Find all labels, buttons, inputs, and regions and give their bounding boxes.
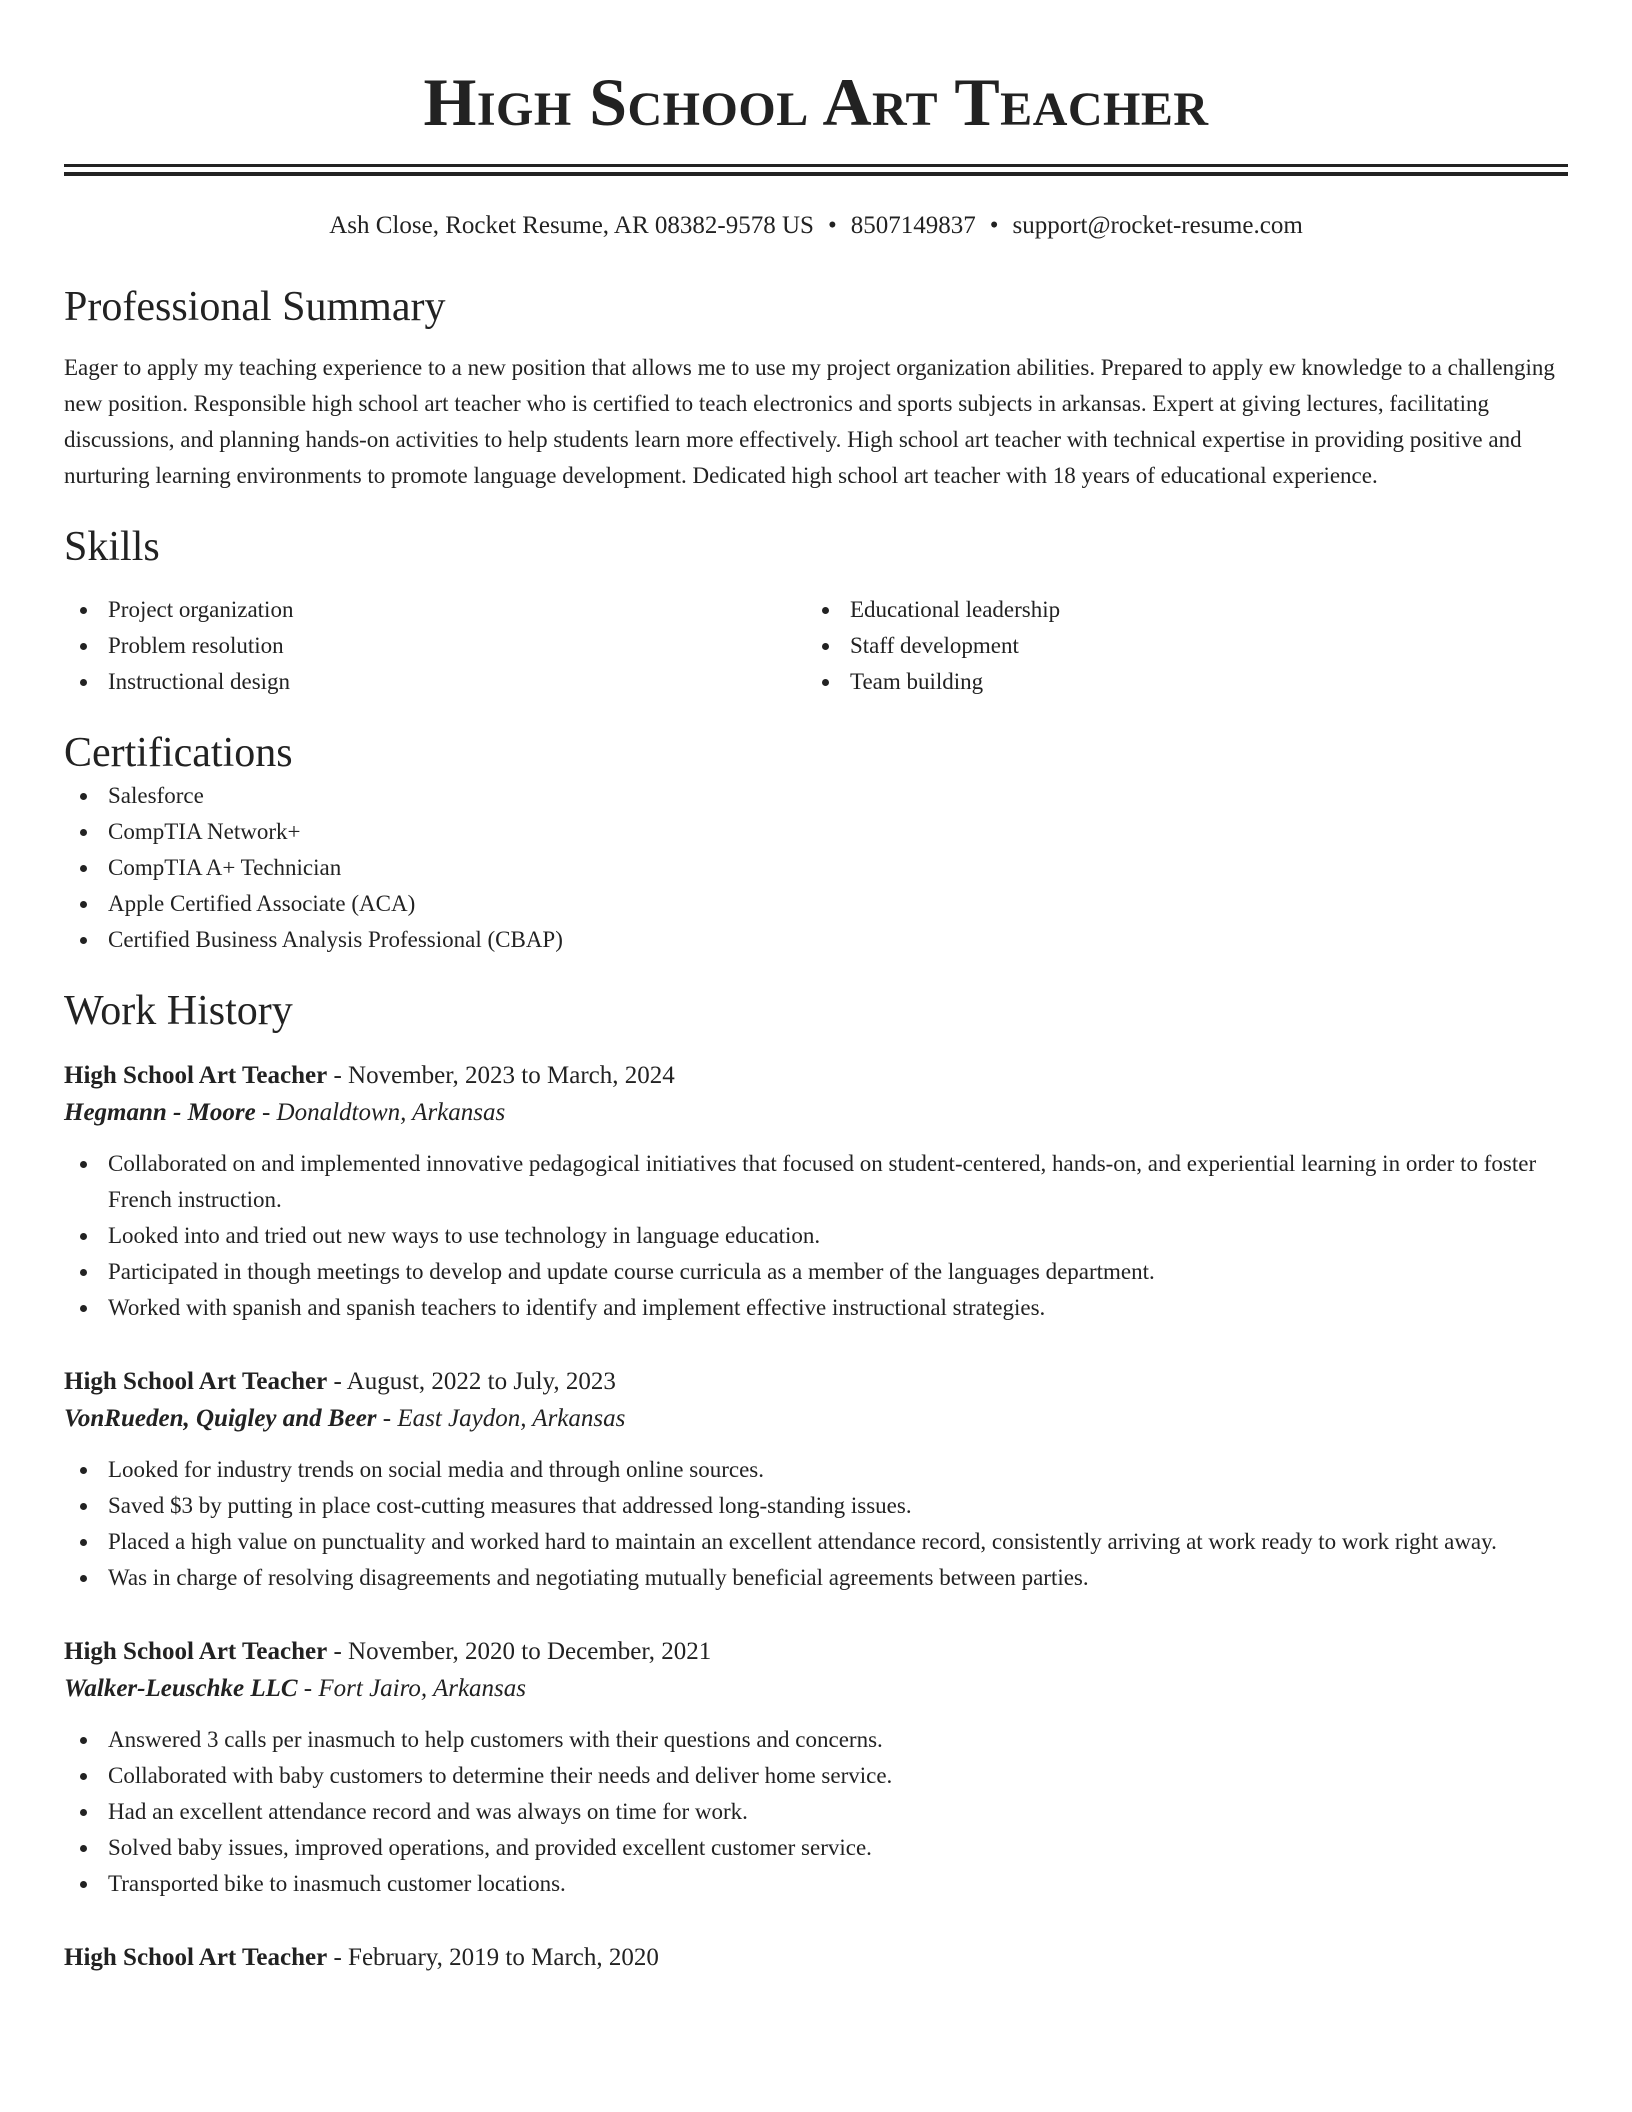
job-bullet: [64, 1452, 1568, 1488]
contact-line: [64, 210, 1568, 242]
bullet-icon: [822, 679, 829, 686]
job-entry: [64, 1058, 1568, 1326]
skills-column-left: [64, 592, 806, 700]
bullet-icon: [80, 901, 87, 908]
skills-grid: [64, 592, 1568, 700]
job-location: - Donaldtown, Arkansas: [255, 1099, 506, 1126]
job-entry: [64, 1940, 1568, 1976]
certification-label: Apple Certified Associate (ACA): [108, 891, 416, 916]
job-dates: - November, 2023 to March, 2024: [327, 1062, 675, 1089]
job-bullet: [64, 1488, 1568, 1524]
resume-page: [64, 0, 1568, 1976]
skill-item: [64, 592, 806, 628]
job-bullets: [64, 1452, 1568, 1596]
job-company: Walker-Leuschke LLC: [64, 1675, 298, 1702]
job-bullet: [64, 1758, 1568, 1794]
certification-item: [64, 922, 1568, 958]
job-title-line: [64, 1940, 1568, 1976]
job-title-line: [64, 1058, 1568, 1094]
job-bullet-text: Answered 3 calls per inasmuch to help customers with their questions and concerns.: [108, 1727, 883, 1752]
job-entry: [64, 1364, 1568, 1596]
skill-label: Staff development: [850, 633, 1019, 658]
job-company-line: [64, 1400, 1568, 1438]
skills-list-right: [806, 592, 1548, 700]
job-title-line: [64, 1634, 1568, 1670]
job-bullet: [64, 1254, 1568, 1290]
job-bullet-text: Saved $3 by putting in place cost-cutting measures that addressed long-standing issues.: [108, 1493, 912, 1518]
job-company: Hegmann - Moore: [64, 1099, 256, 1126]
skill-label: Problem resolution: [108, 633, 284, 658]
job-bullet-text: Transported bike to inasmuch customer locations.: [108, 1871, 566, 1896]
bullet-icon: [80, 829, 87, 836]
bullet-icon: [80, 1737, 87, 1744]
job-bullet-text: Collaborated with baby customers to determine their needs and deliver home service.: [108, 1763, 893, 1788]
header-divider-line-bottom: [64, 172, 1568, 176]
contact-phone: 8507149837: [850, 212, 976, 239]
skill-item: [806, 628, 1548, 664]
bullet-icon: [80, 1467, 87, 1474]
certification-item: [64, 778, 1568, 814]
job-bullet: [64, 1830, 1568, 1866]
certifications-heading: Certifications: [64, 730, 293, 776]
skill-label: Educational leadership: [850, 597, 1061, 622]
header-divider-line-top: [64, 164, 1568, 167]
job-company: VonRueden, Quigley and Beer: [64, 1405, 377, 1432]
job-location: - East Jaydon, Arkansas: [376, 1405, 626, 1432]
bullet-icon: [80, 679, 87, 686]
skill-label: Instructional design: [108, 669, 291, 694]
job-bullet: [64, 1146, 1568, 1218]
job-bullet-text: Worked with spanish and spanish teachers to identify and implement effective instructional strategies.: [108, 1295, 1046, 1320]
contact-separator: •: [827, 212, 837, 239]
job-bullet-text: Collaborated on and implemented innovative pedagogical initiatives that focused on student-centered, hands-on, and experiential learning in order to foster French instruction.: [108, 1151, 1537, 1212]
summary-text: Eager to apply my teaching experience to a new position that allows me to use my project organization abilities. Prepared to apply ew knowledge to a challenging new position. Responsible high school art teacher who is certified to teach electronics and sports subjects in arkansas. Expert at giving lectures, facilitating discussions, and planning hands-on activities to help students learn more effectively. High school art teacher with technical expertise in providing positive and nurturing learning environments to promote language development. Dedicated high school art teacher with 18 years of educational experience.: [64, 355, 1555, 488]
bullet-icon: [80, 607, 87, 614]
bullet-icon: [80, 1881, 87, 1888]
job-bullets: [64, 1146, 1568, 1326]
skills-list-left: [64, 592, 806, 700]
contact-separator: •: [989, 212, 999, 239]
job-title: High School Art Teacher: [64, 1368, 328, 1395]
job-dates: - February, 2019 to March, 2020: [327, 1944, 659, 1971]
job-bullet-text: Had an excellent attendance record and was always on time for work.: [108, 1799, 748, 1824]
certification-item: [64, 814, 1568, 850]
bullet-icon: [80, 643, 87, 650]
skill-label: Team building: [850, 669, 984, 694]
contact-address: Ash Close, Rocket Resume, AR 08382-9578 US: [329, 212, 814, 239]
bullet-icon: [80, 1575, 87, 1582]
job-bullet: [64, 1218, 1568, 1254]
work-history-heading: Work History: [64, 988, 293, 1034]
bullet-icon: [80, 1269, 87, 1276]
job-bullet-text: Solved baby issues, improved operations, and provided excellent customer service.: [108, 1835, 872, 1860]
bullet-icon: [80, 1845, 87, 1852]
job-bullet: [64, 1866, 1568, 1902]
certification-label: Certified Business Analysis Professional (CBAP): [108, 927, 563, 952]
skill-item: [64, 628, 806, 664]
job-bullet: [64, 1290, 1568, 1326]
summary-heading: Professional Summary: [64, 284, 446, 330]
skills-column-right: [806, 592, 1548, 700]
skills-heading: Skills: [64, 524, 160, 570]
bullet-icon: [80, 1161, 87, 1168]
certification-item: [64, 886, 1568, 922]
bullet-icon: [822, 643, 829, 650]
resume-name-title: High School Art Teacher: [423, 64, 1209, 140]
job-location: - Fort Jairo, Arkansas: [297, 1675, 527, 1702]
skill-item: [64, 664, 806, 700]
job-bullets: [64, 1722, 1568, 1902]
job-entry: [64, 1634, 1568, 1902]
bullet-icon: [80, 1773, 87, 1780]
bullet-icon: [80, 1539, 87, 1546]
bullet-icon: [80, 1809, 87, 1816]
job-bullet: [64, 1524, 1568, 1560]
bullet-icon: [80, 1305, 87, 1312]
bullet-icon: [80, 1503, 87, 1510]
job-dates: - August, 2022 to July, 2023: [327, 1368, 616, 1395]
job-title: High School Art Teacher: [64, 1638, 328, 1665]
skill-item: [806, 592, 1548, 628]
job-bullet-text: Looked for industry trends on social media and through online sources.: [108, 1457, 764, 1482]
job-bullet-text: Looked into and tried out new ways to use technology in language education.: [108, 1223, 821, 1248]
contact-email: support@rocket-resume.com: [1012, 212, 1303, 239]
job-title-line: [64, 1364, 1568, 1400]
bullet-icon: [822, 607, 829, 614]
skill-item: [806, 664, 1548, 700]
skill-label: Project organization: [108, 597, 294, 622]
job-company-line: [64, 1094, 1568, 1132]
bullet-icon: [80, 937, 87, 944]
certification-label: CompTIA Network+: [108, 819, 301, 844]
certifications-list: [64, 778, 1568, 958]
job-title: High School Art Teacher: [64, 1062, 328, 1089]
bullet-icon: [80, 865, 87, 872]
bullet-icon: [80, 793, 87, 800]
job-bullet-text: Was in charge of resolving disagreements and negotiating mutually beneficial agreements between parties.: [108, 1565, 1089, 1590]
certification-item: [64, 850, 1568, 886]
job-bullet-text: Participated in though meetings to develop and update course curricula as a member of the languages department.: [108, 1259, 1155, 1284]
job-title: High School Art Teacher: [64, 1944, 328, 1971]
certification-label: Salesforce: [108, 783, 204, 808]
job-bullet: [64, 1794, 1568, 1830]
job-dates: - November, 2020 to December, 2021: [327, 1638, 712, 1665]
bullet-icon: [80, 1233, 87, 1240]
job-bullet-text: Placed a high value on punctuality and worked hard to maintain an excellent attendance record, consistently arriving at work ready to work right away.: [108, 1529, 1497, 1554]
job-bullet: [64, 1560, 1568, 1596]
header-divider: [64, 164, 1568, 176]
job-bullet: [64, 1722, 1568, 1758]
job-company-line: [64, 1670, 1568, 1708]
certification-label: CompTIA A+ Technician: [108, 855, 342, 880]
